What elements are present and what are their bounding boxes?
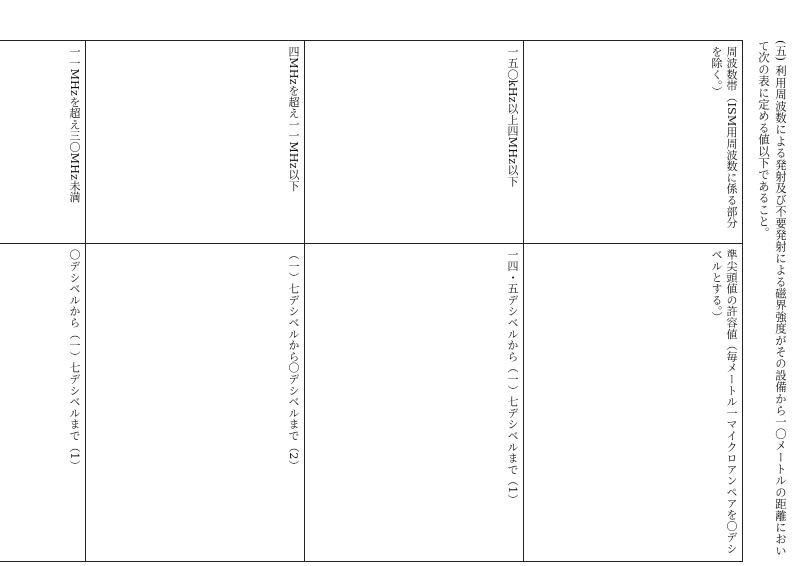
table-row — [0, 41, 86, 562]
cell-value: 一四・五デシベルから（一）七デシベルまで（1） — [305, 244, 524, 562]
cell-band: 一五〇kHz以上四MHz以下 — [305, 41, 524, 244]
paragraph-text: 利用周波数による発射及び不要発射による磁界強度がその設備から一〇メートルの距離において次の表に定める値以下であること。 — [757, 40, 788, 557]
table-row — [86, 41, 305, 562]
table-row — [305, 41, 524, 562]
header-limit-value: 準尖頭値の許容値（毎メートル一マイクロアンペアを〇デシベルとする。） — [524, 244, 743, 562]
cell-value: （一）七デシベルから〇デシベルまで（2） — [86, 244, 305, 562]
magnetic-field-limit-table — [0, 40, 743, 562]
paragraph-5 — [755, 40, 789, 562]
cell-band: 四MHzを超え一一MHz以下 — [86, 41, 305, 244]
header-frequency-band: 周波数帯（ISM用周波数に係る部分を除く。） — [524, 41, 743, 244]
paragraph-number: (五) — [774, 40, 788, 62]
cell-value: 〇デシベルから（一）七デシベルまで（1） — [0, 244, 86, 562]
cell-band: 一一MHzを超え三〇MHz未満 — [0, 41, 86, 244]
table-header-row — [524, 41, 743, 562]
